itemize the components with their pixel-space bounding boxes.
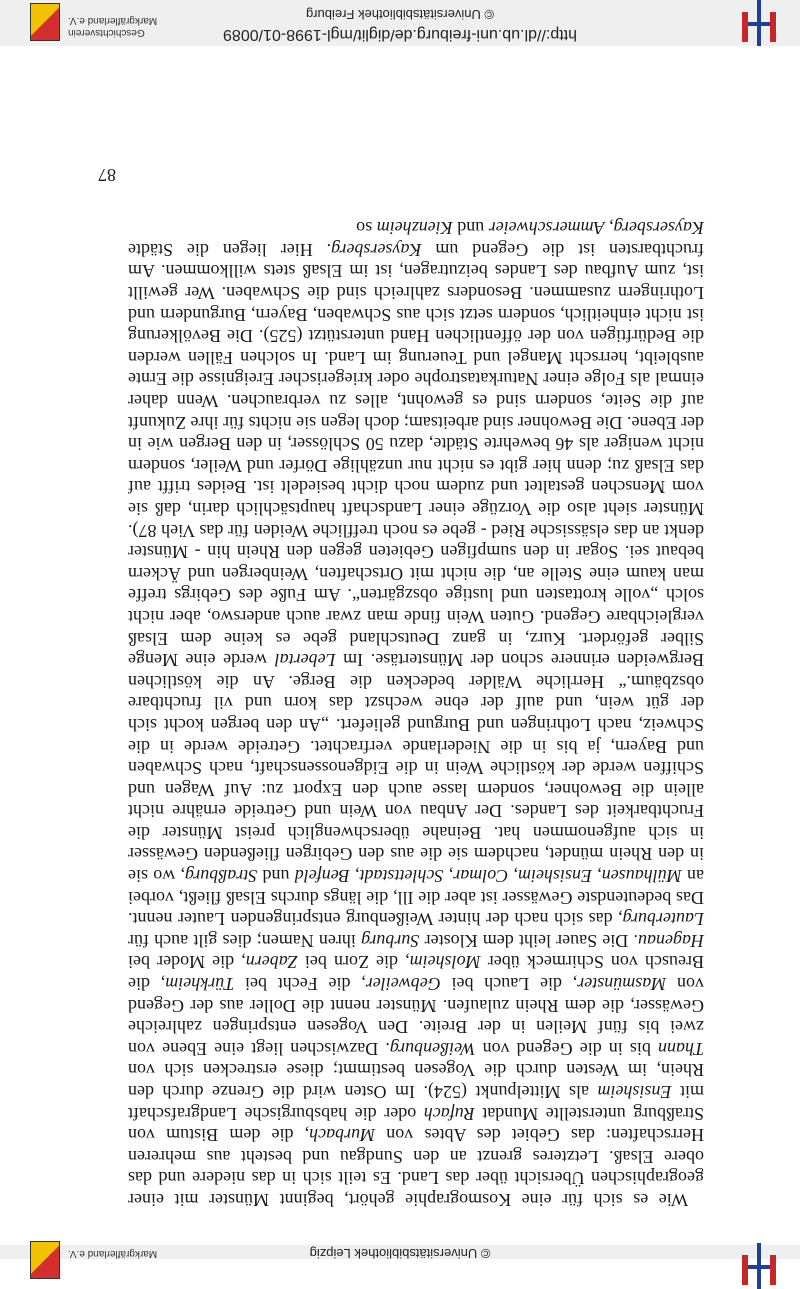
text-run: bis in die Gegend von [475,1038,658,1059]
text-run: so [356,218,377,239]
place-name: Straßburg [184,866,258,887]
text-run: oder die habsburgische Landgrafschaft mit [128,1082,704,1124]
viewer-header-bar [0,1245,800,1259]
library-credit: © Universitätsbibliothek Freiburg [305,7,495,22]
place-name: Kaysersberg [613,218,704,239]
place-name: Kaysersberg [331,239,422,260]
text-run: , die Moder bei [128,952,246,973]
text-run: , die Lauch bei [440,974,578,995]
text-run: , [349,866,360,887]
coat-of-arms-icon [30,3,60,41]
place-name: Zabern [245,952,298,973]
paragraph [128,217,704,1210]
text-run: , die Fecht bei [234,974,366,995]
text-run: werde eine Menge Silber gefördert. Kurz, in ganz Deutschland gebe es keine dem Elsaß vergleichbare Gegend. Guten Wein finde man zwar auch anderswo, aber nicht solch „volle krottasten und lustige obszgärten“. Am Fuße des Gebirgs treffe man kaum eine Stelle an, die nicht mit Ortschaften, Weinbergen und Äckern bebaut sei. Sogar in den sumpfigen Gebieten gegen den Rhein hin - Münster denkt an das elsässische Ried - gebe es noch treffliche Weiden für das Vieh 87). Münster sieht also die Vorzüge einer Landschaft hauptsächlich darin, daß sie vom Menschen gestaltet und zudem noch dicht besiedelt ist. Beides trifft auf das Elsaß zu; denn hier gibt es nicht nur unzählige Dörfer und Weiler, sondern nicht weniger als 46 bewehrte Städte, dazu 50 Schlösser, in den Bergen wie in der Ebene. Die Bewohner sind arbeitsam; doch legen sie nichts für ihre Zukunft auf die Seite, sondern sind es gewohnt, alles zu verbrauchen. Wenn daher einmal als Folge einer Naturkatastrophe oder kriegerischer Ereignisse die Ernte ausbleibt, herrscht Mangel und Teuerung im Land. In solchen Fällen werden die Bedürftigen von der öffentlichen Hand unterstützt (525). Die Bevölkerung ist nicht einheitlich, sondern setzt sich aus Schwaben, Bayern, Burgundern und Lothringern zusammen. Besonders zahlreich sind die Schwaben. Wer gewillt ist, zum Aufbau des Landes beizutragen, ist im Elsaß stets willkommen. Am fruchtbarsten ist die Gegend um [128,239,704,671]
place-name: Kienzheim [376,218,453,239]
text-run: , wo sie in den Rhein mündet, nachdem sie die aus den Gebirgen fließenden Gewässer in sich aufgenommen hat. Beinahe überschwenglich preist Münster die Fruchtbarkeit des Landes. Der Anbau von Wein und Getreide ernähre nicht allein die Bewohner, sondern lasse auch den Export zu: Auf Wagen und Schiffen werde der köstliche Wein in die Eidgenossenschaft, nach Schwaben und Bayern, ja bis in die Niederlande verfrachtet. Getreide werde in die Schweiz, nach Lothringen und Burgund geliefert. „An den bergen kocht sich der güt wein, und aulf der ebne wechszt das korn und vil fruchtbare obszbäum.“ Herrliche Wälder bedecken die Berge. An die köstlichen Bergweiden erinnere schon der Münstertäse. Im [127,650,704,887]
text-run: , [508,866,519,887]
body-text [128,217,704,1210]
university-logo-icon [740,1243,778,1289]
place-name: Schlettstadt [359,866,444,887]
place-name: Hagenau [638,930,704,951]
place-name: Mülhausen [601,866,682,887]
place-name: Gebweiler [365,974,441,995]
text-run: , [443,866,454,887]
text-run: , [592,866,602,887]
text-run: und [257,866,295,887]
place-name: Ensisheim [518,866,593,887]
place-name: Rufach [423,1103,475,1124]
text-run: , die Zorn bei [297,952,410,973]
place-name: Benfeld [294,866,350,887]
library-credit-top: © Universitätsbibliothek Leipzig [309,1246,491,1261]
text-run: . Hier liegen die Städte [127,239,332,260]
text-run: , die dem Bistum von Straßburg unterstellte Mundat [127,1103,704,1146]
text-run: , [604,218,614,239]
place-name: Surburg [361,930,420,951]
viewer-footer-bar [0,0,800,46]
place-name: Murbach [309,1125,376,1146]
place-name: Masmünster [577,974,667,995]
text-run: , das sich nach der hinter Weißenburg entspringenden Lauter nennt. Das bedeutendste Gewässer ist aber die Ill, die längs durchs Elsaß fließt, vorbei an [128,866,704,930]
text-run: . Die Sauer leiht dem Kloster [419,930,638,951]
page-number: 87 [98,165,116,185]
text-run: und [452,218,489,239]
permalink-url[interactable]: http://dl.ub.uni-freiburg.de/diglit/mgl-1998-01/0089 [223,26,577,43]
place-name: Türkheim [165,974,235,995]
place-name: Ammerschweier [488,218,605,239]
text-run: , die Breusch von Schirmeck über [128,952,704,995]
place-name: Thann [657,1038,704,1059]
coat-of-arms-icon [30,1241,60,1279]
society-name: Geschichtsverein Markgräflerland e.V. [68,15,158,38]
text-run: . Dazwischen liegt eine Ebene von zwei bis fünf Meilen in der Breite. Den Vogesen entspringen zahlreiche Gewässer, die dem Rhein zulaufen. Münster nennt die Doller aus der Gegend von [128,974,704,1059]
place-name: Weißenburg [389,1038,476,1059]
place-name: Molsheim [409,952,481,973]
text-run: Wie es sich für eine Kosmographie gehört, beginnt Münster mit einer geographischen Übersicht über das Land. Es teilt sich in das niedere und das obere Elsaß. Letzteres grenzt an den Sundgau und besteht aus mehreren Herrschaften: das Gebiet des Abtes von [128,1125,704,1210]
text-run: ihren Namen; dies gilt auch für [128,930,362,951]
place-name: Colmar [453,866,509,887]
place-name: Lauterburg [622,909,704,930]
society-name-top: Markgräflerland e.V. [68,1248,158,1259]
text-run: als Mittelpunkt (524). Im Osten wird die Grenze durch den Rhein, im Westen durch die Vogesen bestimmt; diese erstrecken sich von [128,1060,704,1103]
place-name: Lebertal [274,650,336,671]
place-name: Ensisheim [597,1082,672,1103]
